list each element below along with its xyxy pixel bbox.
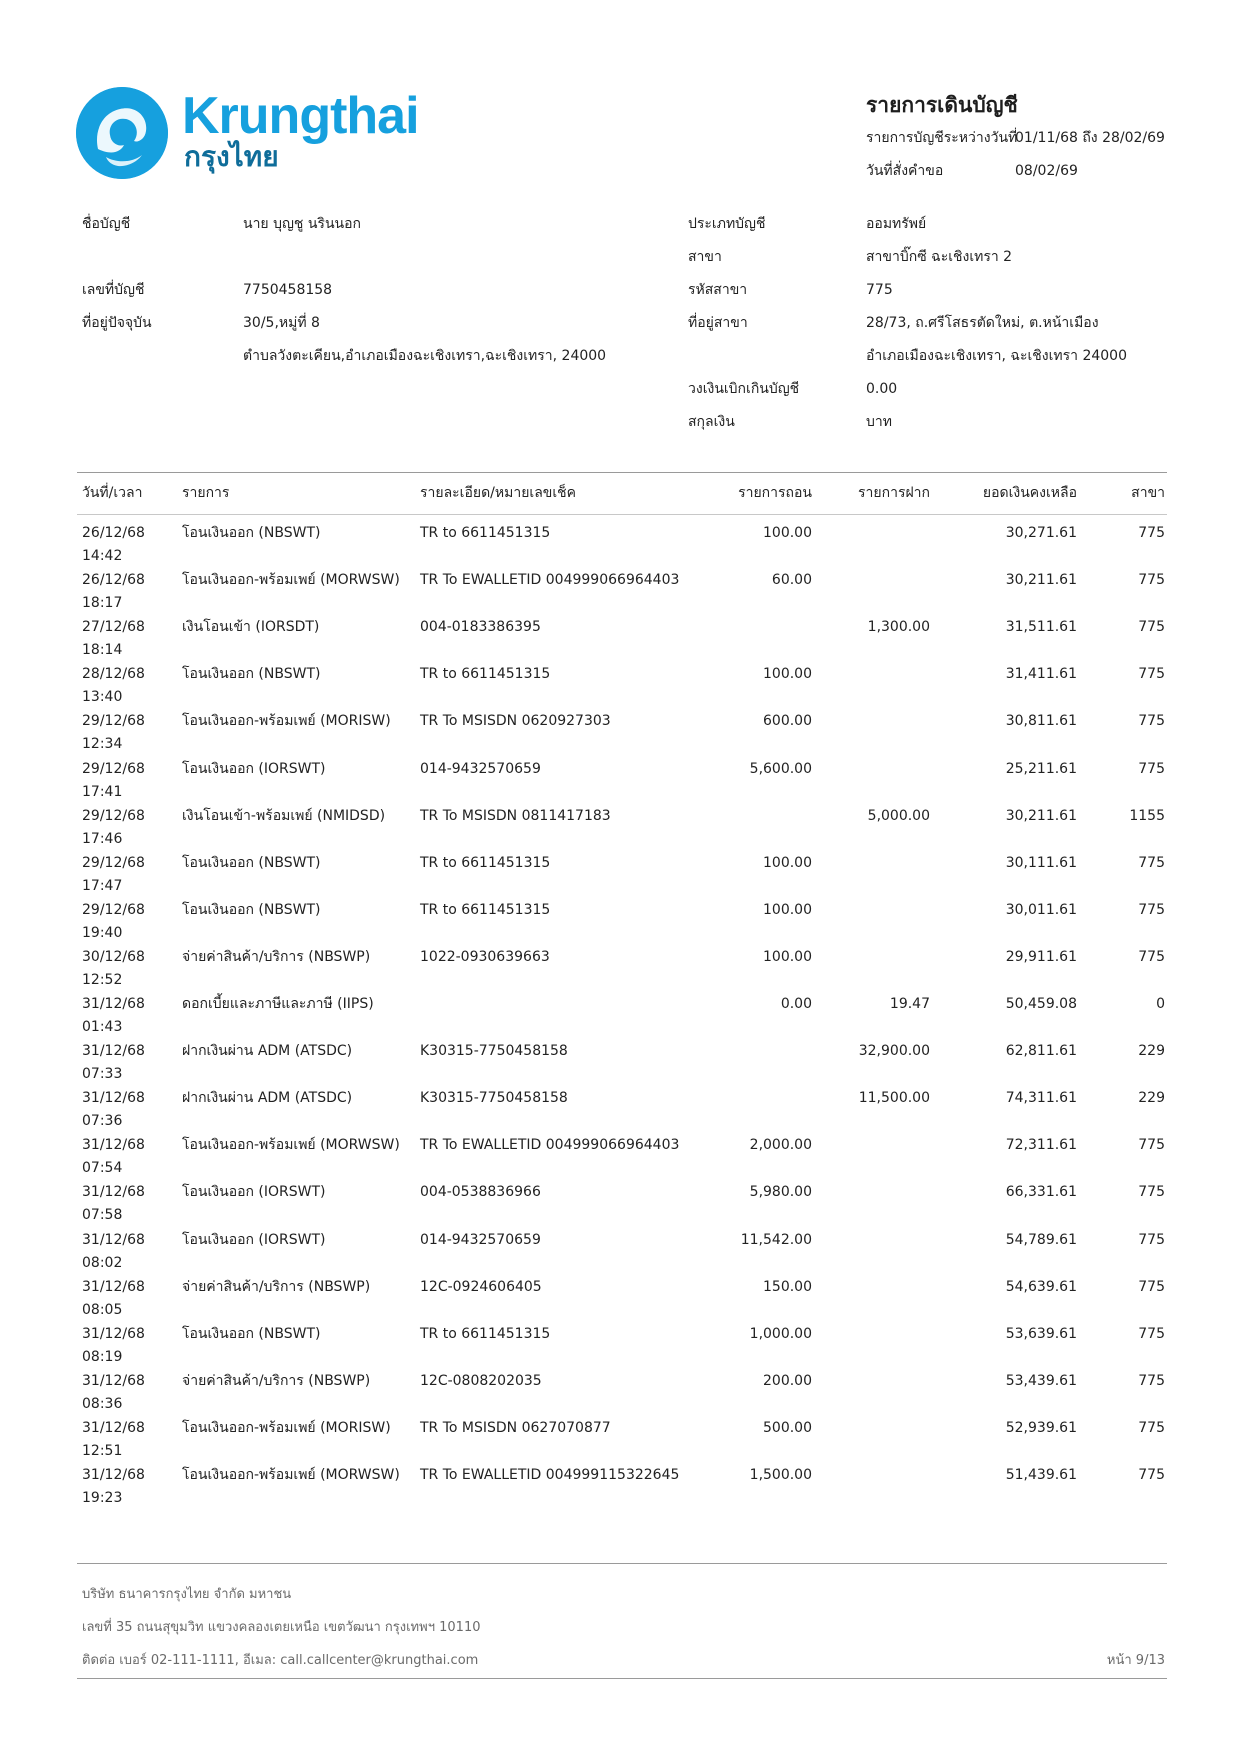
branch-code-label: รหัสสาขา [688,282,748,298]
footer-contact: ติดต่อ เบอร์ 02-111-1111, อีเมล: call.callcenter@krungthai.com [82,1653,479,1668]
row-balance: 30,011.61 [1005,901,1077,918]
footer-bottom-rule [77,1678,1167,1679]
account-type-value: ออมทรัพย์ [866,216,927,232]
row-branch: 775 [1138,619,1165,636]
row-balance: 30,211.61 [1005,807,1077,824]
footer-page-number: หน้า 9/13 [1106,1653,1165,1668]
row-time: 07:54 [82,1160,123,1177]
row-deposit: 11,500.00 [858,1090,930,1107]
brand-name-en: Krungthai [182,87,419,145]
row-time: 18:17 [82,595,123,612]
row-type: จ่ายค่าสินค้า/บริการ (NBSWP) [182,948,371,965]
col-header-branch: สาขา [1131,485,1165,501]
col-header-withdrawal: รายการถอน [738,485,812,501]
document-title: รายการเดินบัญชี [866,93,1018,117]
row-date: 31/12/68 [82,1419,145,1436]
row-branch: 775 [1138,572,1165,589]
table-row [0,807,1240,854]
table-row [0,948,1240,995]
row-type: ฝากเงินผ่าน ADM (ATSDC) [182,1043,353,1060]
row-detail: TR to 6611451315 [420,525,551,541]
table-row [0,760,1240,807]
row-balance: 30,811.61 [1005,713,1077,730]
row-withdrawal: 2,000.00 [749,1137,812,1154]
brand-name-th: กรุงไทย [184,140,279,173]
row-branch: 775 [1138,525,1165,541]
row-time: 08:36 [82,1395,123,1412]
row-time: 17:47 [82,877,123,894]
period-label: รายการบัญชีระหว่างวันที่ [866,130,1018,146]
row-detail: 004-0183386395 [420,619,541,636]
branch-address-line2: อำเภอเมืองฉะเชิงเทรา, ฉะเชิงเทรา 24000 [866,348,1127,364]
row-type: ฝากเงินผ่าน ADM (ATSDC) [182,1090,353,1107]
account-number-value: 7750458158 [243,282,333,298]
row-balance: 25,211.61 [1005,760,1077,777]
table-row [0,665,1240,712]
row-withdrawal: 100.00 [763,948,812,965]
row-detail: TR To MSISDN 0627070877 [420,1419,611,1436]
row-date: 31/12/68 [82,1325,145,1342]
row-balance: 74,311.61 [1005,1090,1077,1107]
row-time: 17:46 [82,830,123,847]
row-balance: 51,439.61 [1005,1467,1077,1483]
row-branch: 775 [1138,1137,1165,1154]
account-type-label: ประเภทบัญชี [688,216,766,232]
row-branch: 1155 [1129,807,1165,824]
row-time: 08:19 [82,1348,123,1365]
krungthai-logo-icon [76,87,168,179]
col-header-datetime: วันที่/เวลา [82,485,143,501]
row-date: 29/12/68 [82,760,145,777]
row-type: โอนเงินออก (IORSWT) [182,1184,326,1201]
row-withdrawal: 60.00 [771,572,812,589]
row-date: 31/12/68 [82,1231,145,1248]
address-label: ที่อยู่ปัจจุบัน [82,315,152,331]
table-row [0,1325,1240,1372]
row-date: 29/12/68 [82,901,145,918]
row-balance: 30,111.61 [1005,854,1077,871]
row-detail: 014-9432570659 [420,760,541,777]
row-type: โอนเงินออก (IORSWT) [182,760,326,777]
table-row [0,1231,1240,1278]
row-deposit: 19.47 [889,996,930,1012]
row-branch: 775 [1138,854,1165,871]
row-time: 18:14 [82,642,123,659]
row-time: 08:05 [82,1301,123,1318]
row-withdrawal: 5,600.00 [749,760,812,777]
row-date: 29/12/68 [82,713,145,730]
row-balance: 54,789.61 [1005,1231,1077,1248]
row-balance: 30,271.61 [1005,525,1077,541]
row-detail: TR to 6611451315 [420,1325,551,1342]
branch-address-line1: 28/73, ถ.ศรีโสธรตัดใหม่, ต.หน้าเมือง [866,315,1099,331]
row-withdrawal: 200.00 [763,1372,812,1389]
row-detail: TR To EWALLETID 004999115322645 [420,1467,680,1483]
row-type: เงินโอนเข้า-พร้อมเพย์ (NMIDSD) [182,807,386,824]
row-balance: 72,311.61 [1005,1137,1077,1154]
col-header-deposit: รายการฝาก [858,485,930,501]
row-type: เงินโอนเข้า (IORSDT) [182,619,320,636]
table-row [0,854,1240,901]
row-withdrawal: 100.00 [763,854,812,871]
row-time: 17:41 [82,783,123,800]
row-branch: 0 [1156,996,1165,1012]
row-withdrawal: 0.00 [780,996,812,1012]
row-type: โอนเงินออก (NBSWT) [182,525,321,541]
row-withdrawal: 500.00 [763,1419,812,1436]
row-branch: 775 [1138,1278,1165,1295]
row-branch: 775 [1138,1184,1165,1201]
row-withdrawal: 100.00 [763,901,812,918]
row-time: 19:40 [82,924,123,941]
row-date: 31/12/68 [82,1467,145,1483]
row-withdrawal: 11,542.00 [740,1231,812,1248]
row-withdrawal: 600.00 [763,713,812,730]
row-date: 31/12/68 [82,1372,145,1389]
branch-code-value: 775 [866,282,893,298]
row-balance: 52,939.61 [1005,1419,1077,1436]
row-branch: 229 [1138,1043,1165,1060]
row-time: 12:51 [82,1442,123,1459]
footer-top-rule [77,1563,1167,1564]
row-time: 13:40 [82,689,123,706]
row-balance: 30,211.61 [1005,572,1077,589]
overdraft-value: 0.00 [866,381,898,397]
row-type: ดอกเบี้ยและภาษีและภาษี (IIPS) [182,996,374,1012]
row-balance: 62,811.61 [1005,1043,1077,1060]
row-branch: 775 [1138,948,1165,965]
row-detail: 004-0538836966 [420,1184,541,1201]
row-balance: 66,331.61 [1005,1184,1077,1201]
row-balance: 53,439.61 [1005,1372,1077,1389]
row-branch: 775 [1138,760,1165,777]
row-date: 31/12/68 [82,1278,145,1295]
row-type: จ่ายค่าสินค้า/บริการ (NBSWP) [182,1372,371,1389]
table-row [0,1466,1240,1513]
table-row [0,524,1240,571]
row-time: 08:02 [82,1254,123,1271]
row-type: โอนเงินออก-พร้อมเพย์ (MORWSW) [182,1467,400,1483]
row-deposit: 32,900.00 [858,1043,930,1060]
row-branch: 775 [1138,1325,1165,1342]
table-row [0,1042,1240,1089]
overdraft-label: วงเงินเบิกเกินบัญชี [688,381,800,397]
table-row [0,1278,1240,1325]
row-type: โอนเงินออก (NBSWT) [182,854,321,871]
row-type: โอนเงินออก-พร้อมเพย์ (MORISW) [182,1419,391,1436]
row-branch: 229 [1138,1090,1165,1107]
footer-address: เลขที่ 35 ถนนสุขุมวิท แขวงคลองเตยเหนือ เขตวัฒนา กรุงเทพฯ 10110 [82,1620,481,1635]
period-value: 01/11/68 ถึง 28/02/69 [1015,130,1165,146]
branch-address-label: ที่อยู่สาขา [688,315,748,331]
row-time: 12:52 [82,971,123,988]
row-type: โอนเงินออก (NBSWT) [182,666,321,683]
row-date: 31/12/68 [82,1137,145,1154]
row-type: โอนเงินออก-พร้อมเพย์ (MORWSW) [182,572,400,589]
account-name-label: ชื่อบัญชี [82,216,131,232]
row-date: 31/12/68 [82,1184,145,1201]
row-time: 07:36 [82,1113,123,1130]
table-row [0,1419,1240,1466]
row-date: 31/12/68 [82,996,145,1012]
table-row [0,1372,1240,1419]
col-header-detail: รายละเอียด/หมายเลขเช็ค [420,485,576,501]
row-type: โอนเงินออก-พร้อมเพย์ (MORWSW) [182,1137,400,1154]
branch-value: สาขาบิ๊กซี ฉะเชิงเทรา 2 [866,249,1013,265]
col-header-type: รายการ [182,485,230,501]
row-time: 12:34 [82,736,123,753]
table-row [0,1089,1240,1136]
footer-company: บริษัท ธนาคารกรุงไทย จำกัด มหาชน [82,1587,292,1602]
row-balance: 53,639.61 [1005,1325,1077,1342]
row-branch: 775 [1138,1419,1165,1436]
row-time: 07:58 [82,1207,123,1224]
row-branch: 775 [1138,1231,1165,1248]
table-top-rule [77,472,1167,473]
request-date-value: 08/02/69 [1015,163,1078,179]
address-line1: 30/5,หมู่ที่ 8 [243,315,320,331]
table-row [0,618,1240,665]
row-time: 07:33 [82,1066,123,1083]
account-name-value: นาย บุญชู นรินนอก [243,216,361,232]
row-time: 01:43 [82,1019,123,1035]
table-row [0,901,1240,948]
row-withdrawal: 1,000.00 [749,1325,812,1342]
row-date: 30/12/68 [82,948,145,965]
row-detail: TR To MSISDN 0620927303 [420,713,611,730]
row-branch: 775 [1138,1467,1165,1483]
request-date-label: วันที่สั่งคำขอ [866,163,944,179]
row-date: 27/12/68 [82,619,145,636]
row-detail: TR To MSISDN 0811417183 [420,807,611,824]
row-detail: 014-9432570659 [420,1231,541,1248]
branch-label: สาขา [688,249,722,265]
table-row [0,571,1240,618]
col-header-balance: ยอดเงินคงเหลือ [982,485,1077,501]
row-type: โอนเงินออก (NBSWT) [182,1325,321,1342]
row-branch: 775 [1138,713,1165,730]
row-deposit: 5,000.00 [867,807,930,824]
row-withdrawal: 100.00 [763,666,812,683]
row-balance: 29,911.61 [1005,948,1077,965]
table-row [0,1136,1240,1183]
row-date: 26/12/68 [82,572,145,589]
row-time: 14:42 [82,548,123,564]
row-detail: 12C-0924606405 [420,1278,542,1295]
row-balance: 31,411.61 [1005,666,1077,683]
row-branch: 775 [1138,666,1165,683]
row-type: จ่ายค่าสินค้า/บริการ (NBSWP) [182,1278,371,1295]
row-withdrawal: 1,500.00 [749,1467,812,1483]
row-detail: TR To EWALLETID 004999066964403 [420,1137,680,1154]
row-date: 26/12/68 [82,525,145,541]
table-row [0,995,1240,1042]
row-time: 19:23 [82,1490,123,1506]
row-detail: K30315-7750458158 [420,1043,568,1060]
table-header-rule [77,514,1167,515]
row-branch: 775 [1138,1372,1165,1389]
row-date: 31/12/68 [82,1090,145,1107]
row-date: 28/12/68 [82,666,145,683]
currency-label: สกุลเงิน [688,414,735,430]
row-withdrawal: 5,980.00 [749,1184,812,1201]
row-detail: TR to 6611451315 [420,901,551,918]
row-detail: TR to 6611451315 [420,666,551,683]
row-deposit: 1,300.00 [867,619,930,636]
row-type: โอนเงินออก-พร้อมเพย์ (MORISW) [182,713,391,730]
table-row [0,1183,1240,1230]
address-line2: ตำบลวังตะเคียน,อำเภอเมืองฉะเชิงเทรา,ฉะเชิงเทรา, 24000 [243,348,607,364]
row-date: 29/12/68 [82,807,145,824]
table-row [0,712,1240,759]
row-date: 29/12/68 [82,854,145,871]
row-date: 31/12/68 [82,1043,145,1060]
row-type: โอนเงินออก (IORSWT) [182,1231,326,1248]
row-withdrawal: 100.00 [763,525,812,541]
row-detail: K30315-7750458158 [420,1090,568,1107]
row-balance: 54,639.61 [1005,1278,1077,1295]
row-type: โอนเงินออก (NBSWT) [182,901,321,918]
currency-value: บาท [866,414,892,430]
row-detail: 1022-0930639663 [420,948,550,965]
account-number-label: เลขที่บัญชี [82,282,145,298]
row-balance: 50,459.08 [1005,996,1077,1012]
row-detail: 12C-0808202035 [420,1372,542,1389]
row-detail: TR To EWALLETID 004999066964403 [420,572,680,589]
row-branch: 775 [1138,901,1165,918]
row-balance: 31,511.61 [1005,619,1077,636]
row-withdrawal: 150.00 [763,1278,812,1295]
row-detail: TR to 6611451315 [420,854,551,871]
